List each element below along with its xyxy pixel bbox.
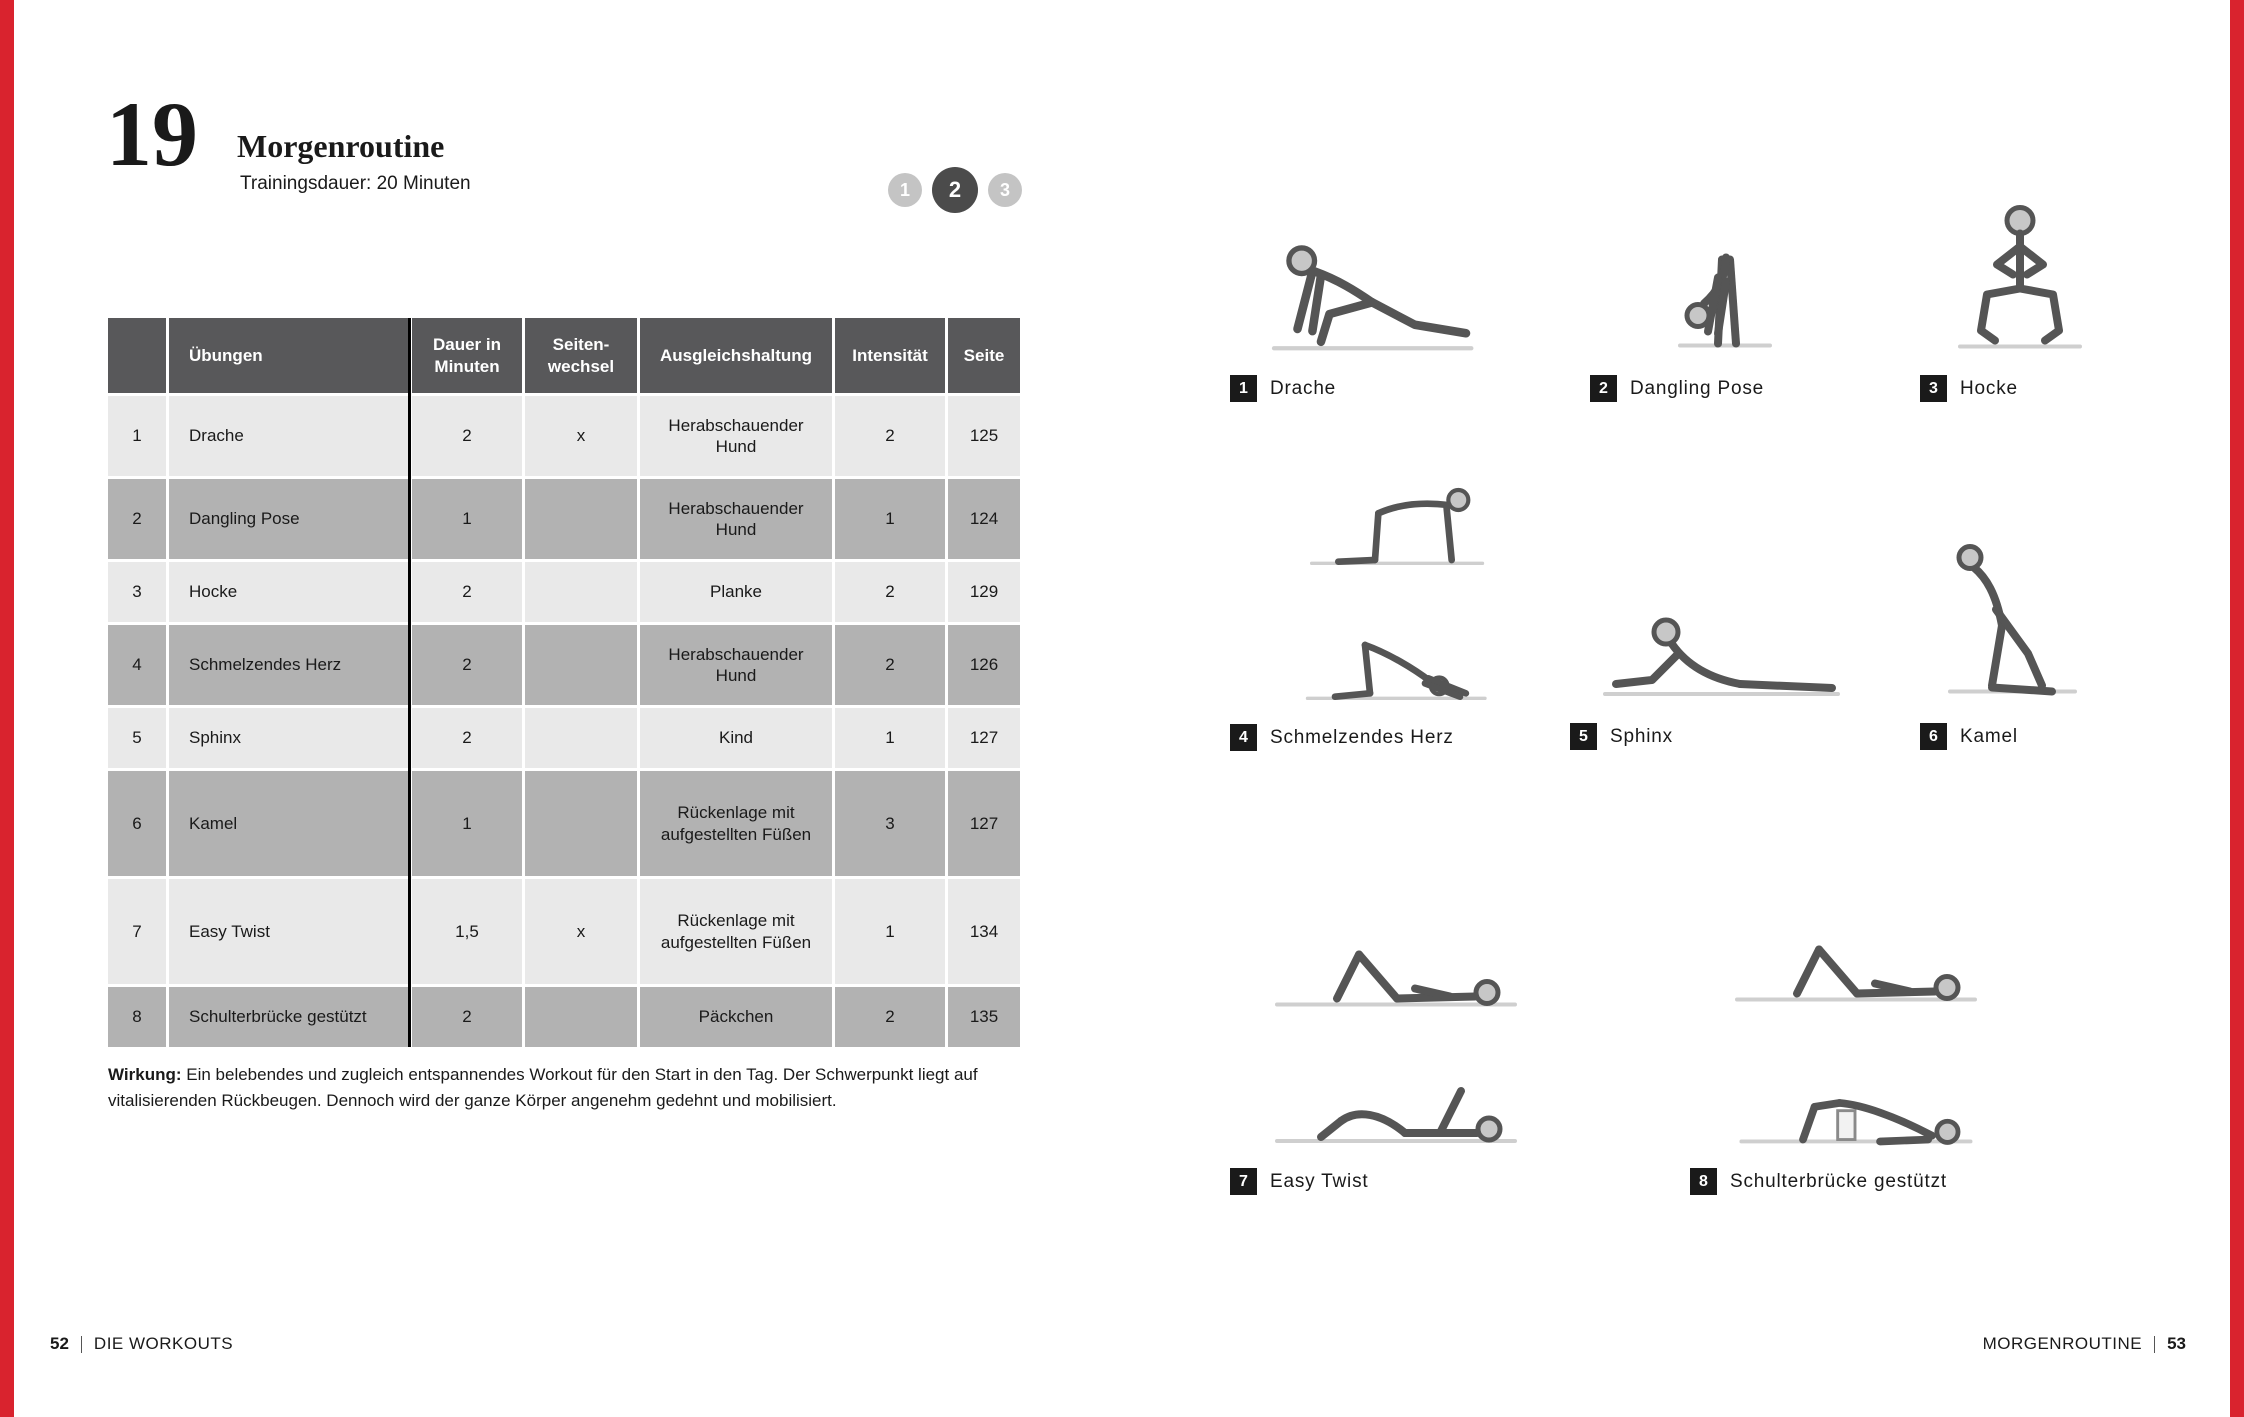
row-exercise-name: Schmelzendes Herz xyxy=(169,625,409,705)
row-seitenwechsel xyxy=(525,771,637,876)
table-column-divider xyxy=(408,318,411,1047)
row-ausgleich: Kind xyxy=(640,708,832,768)
row-intensitaet: 1 xyxy=(835,879,945,984)
schmelzendes-herz-illustration xyxy=(1230,450,1560,710)
row-seite: 127 xyxy=(948,771,1020,876)
schulterbruecke-illustration xyxy=(1690,850,2020,1154)
row-number: 7 xyxy=(108,879,166,984)
row-dauer: 2 xyxy=(412,708,522,768)
row-ausgleich: Herabschauender Hund xyxy=(640,625,832,705)
pose-number-badge: 1 xyxy=(1230,375,1257,402)
header-dauer: Dauer in Minuten xyxy=(412,318,522,393)
pose-block-schmelzendes-herz xyxy=(1230,450,1560,750)
pose-label: Sphinx xyxy=(1610,725,1673,747)
row-intensitaet: 2 xyxy=(835,987,945,1047)
drache-illustration xyxy=(1230,130,1510,361)
pose-block-hocke xyxy=(1920,130,2120,402)
row-exercise-name: Schulterbrücke gestützt xyxy=(169,987,409,1047)
row-number: 2 xyxy=(108,479,166,559)
header-number xyxy=(108,318,166,393)
pose-number-badge: 6 xyxy=(1920,723,1947,750)
header-intensitaet: Intensität xyxy=(835,318,945,393)
pose-label: Kamel xyxy=(1960,725,2018,747)
row-seite: 134 xyxy=(948,879,1020,984)
page-number-right: 53 xyxy=(2167,1334,2186,1353)
footer-right xyxy=(1983,1334,2186,1354)
pose-block-kamel xyxy=(1920,450,2100,750)
pose-number-badge: 3 xyxy=(1920,375,1947,402)
table-row xyxy=(108,479,1020,559)
row-ausgleich: Planke xyxy=(640,562,832,622)
header-ausgleich: Ausgleichshaltung xyxy=(640,318,832,393)
pose-caption xyxy=(1230,375,1510,402)
row-exercise-name: Drache xyxy=(169,396,409,476)
row-number: 3 xyxy=(108,562,166,622)
pose-label: Drache xyxy=(1270,377,1337,399)
pose-caption xyxy=(1920,723,2100,750)
header-seitenwechsel: Seiten-wechsel xyxy=(525,318,637,393)
footer-left xyxy=(50,1334,233,1354)
chapter-title: Morgenroutine xyxy=(237,128,445,164)
wirkung-text: Ein belebendes und zugleich entspannendes Workout für den Start in den Tag. Der Schwerpunkt liegt auf vitalisierenden Rückbeugen. Dennoch wird der ganze Körper angenehm gedehnt und mobilisiert. xyxy=(108,1065,978,1110)
row-seitenwechsel xyxy=(525,625,637,705)
pose-block-sphinx xyxy=(1570,450,1870,750)
row-ausgleich: Päckchen xyxy=(640,987,832,1047)
table-row xyxy=(108,625,1020,705)
row-intensitaet: 2 xyxy=(835,625,945,705)
row-ausgleich: Herabschauender Hund xyxy=(640,396,832,476)
pose-label: Schmelzendes Herz xyxy=(1270,726,1454,748)
exercise-table xyxy=(108,318,1020,1047)
pose-number-badge: 8 xyxy=(1690,1168,1717,1195)
pose-block-dangling-pose xyxy=(1590,130,1850,402)
row-dauer: 1 xyxy=(412,479,522,559)
row-dauer: 2 xyxy=(412,562,522,622)
hocke-illustration xyxy=(1920,130,2120,361)
row-dauer: 1,5 xyxy=(412,879,522,984)
page-number-left: 52 xyxy=(50,1334,69,1353)
row-intensitaet: 3 xyxy=(835,771,945,876)
row-seite: 126 xyxy=(948,625,1020,705)
row-exercise-name: Hocke xyxy=(169,562,409,622)
footer-separator xyxy=(81,1336,82,1353)
chapter-number: 19 xyxy=(106,83,198,185)
wirkung-paragraph xyxy=(108,1062,1008,1113)
chapter-subtitle: Trainingsdauer: 20 Minuten xyxy=(240,173,471,194)
intensity-indicator xyxy=(888,166,1022,214)
row-intensitaet: 1 xyxy=(835,708,945,768)
row-number: 6 xyxy=(108,771,166,876)
pose-label: Dangling Pose xyxy=(1630,377,1764,399)
row-dauer: 2 xyxy=(412,987,522,1047)
pose-block-schulterbruecke xyxy=(1690,850,2020,1195)
row-intensitaet: 2 xyxy=(835,396,945,476)
intensity-dot-1: 1 xyxy=(888,173,922,207)
row-seite: 125 xyxy=(948,396,1020,476)
row-seitenwechsel xyxy=(525,562,637,622)
row-dauer: 1 xyxy=(412,771,522,876)
row-dauer: 2 xyxy=(412,396,522,476)
footer-separator xyxy=(2154,1336,2155,1353)
row-seitenwechsel: x xyxy=(525,879,637,984)
intensity-dot-3: 3 xyxy=(988,173,1022,207)
page-edge-stripe-right xyxy=(2230,0,2244,1417)
dangling-pose-illustration xyxy=(1590,130,1850,361)
pose-block-easy-twist xyxy=(1230,850,1560,1195)
row-number: 8 xyxy=(108,987,166,1047)
pose-caption xyxy=(1230,724,1560,751)
row-number: 4 xyxy=(108,625,166,705)
header-seite: Seite xyxy=(948,318,1020,393)
pose-label: Schulterbrücke gestützt xyxy=(1730,1170,1947,1192)
pose-label: Easy Twist xyxy=(1270,1170,1369,1192)
row-exercise-name: Dangling Pose xyxy=(169,479,409,559)
row-ausgleich: Rückenlage mit aufgestellten Füßen xyxy=(640,879,832,984)
pose-number-badge: 7 xyxy=(1230,1168,1257,1195)
kamel-illustration xyxy=(1920,450,2100,709)
sphinx-illustration xyxy=(1570,450,1870,709)
row-seite: 135 xyxy=(948,987,1020,1047)
footer-section-right: MORGENROUTINE xyxy=(1982,1334,2143,1353)
row-seitenwechsel xyxy=(525,479,637,559)
pose-caption xyxy=(1570,723,1870,750)
row-intensitaet: 1 xyxy=(835,479,945,559)
row-ausgleich: Rückenlage mit aufgestellten Füßen xyxy=(640,771,832,876)
pose-caption xyxy=(1690,1168,2020,1195)
row-seitenwechsel xyxy=(525,987,637,1047)
row-seite: 124 xyxy=(948,479,1020,559)
row-seitenwechsel: x xyxy=(525,396,637,476)
table-row xyxy=(108,879,1020,984)
pose-block-drache xyxy=(1230,130,1510,402)
row-exercise-name: Kamel xyxy=(169,771,409,876)
row-exercise-name: Easy Twist xyxy=(169,879,409,984)
easy-twist-illustration xyxy=(1230,850,1560,1154)
row-dauer: 2 xyxy=(412,625,522,705)
pose-number-badge: 5 xyxy=(1570,723,1597,750)
table-header-row xyxy=(108,318,1020,393)
table-row xyxy=(108,396,1020,476)
row-seite: 127 xyxy=(948,708,1020,768)
header-uebungen: Übungen xyxy=(169,318,409,393)
table-row xyxy=(108,987,1020,1047)
row-seitenwechsel xyxy=(525,708,637,768)
pose-caption xyxy=(1590,375,1850,402)
row-seite: 129 xyxy=(948,562,1020,622)
wirkung-label: Wirkung: xyxy=(108,1065,182,1084)
pose-number-badge: 4 xyxy=(1230,724,1257,751)
row-number: 1 xyxy=(108,396,166,476)
table-row xyxy=(108,771,1020,876)
row-number: 5 xyxy=(108,708,166,768)
row-ausgleich: Herabschauender Hund xyxy=(640,479,832,559)
table-row xyxy=(108,562,1020,622)
footer-section-left: DIE WORKOUTS xyxy=(93,1334,234,1353)
pose-caption xyxy=(1920,375,2120,402)
row-exercise-name: Sphinx xyxy=(169,708,409,768)
row-intensitaet: 2 xyxy=(835,562,945,622)
table-row xyxy=(108,708,1020,768)
intensity-dot-2-active: 2 xyxy=(932,167,978,213)
pose-label: Hocke xyxy=(1960,377,2018,399)
pose-caption xyxy=(1230,1168,1560,1195)
pose-number-badge: 2 xyxy=(1590,375,1617,402)
page-edge-stripe-left xyxy=(0,0,14,1417)
